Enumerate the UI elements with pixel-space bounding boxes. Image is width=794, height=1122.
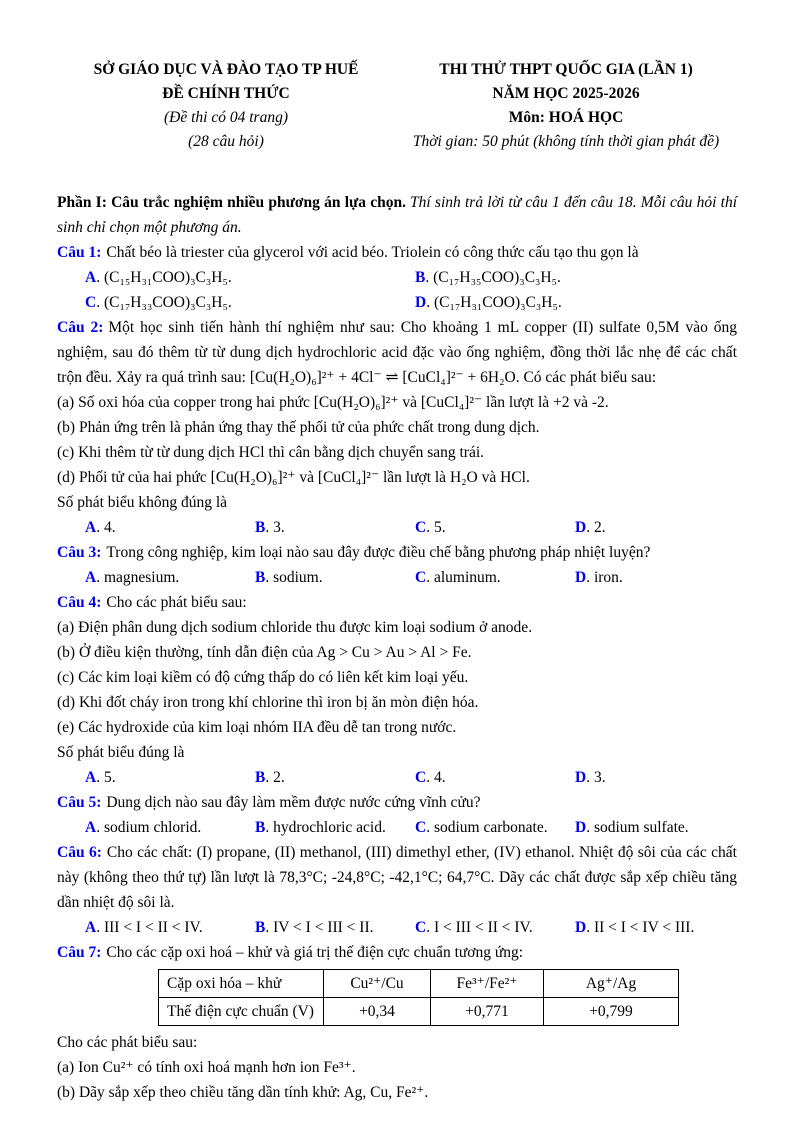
option-d-letter: D bbox=[575, 769, 587, 786]
exam-title: THI THỬ THPT QUỐC GIA (LẦN 1) bbox=[439, 61, 693, 78]
option-c bbox=[415, 515, 575, 540]
question-1 bbox=[57, 240, 737, 315]
table-cell: Cặp oxi hóa – khử bbox=[159, 970, 324, 998]
question-5 bbox=[57, 790, 737, 840]
option-d-text: . 2. bbox=[586, 519, 606, 536]
part1-title: Phần I: Câu trắc nghiệm nhiều phương án lựa chọn. bbox=[57, 194, 407, 211]
option-a bbox=[85, 565, 255, 590]
part1-instructions: Thí sinh trả lời từ câu 1 đến câu 18. Mỗi câu hỏi thí sinh chỉ chọn một phương án. bbox=[57, 194, 737, 236]
option-c bbox=[415, 765, 575, 790]
question-4 bbox=[57, 590, 737, 790]
option-c-letter: C bbox=[415, 769, 427, 786]
question-7-text: Cho các cặp oxi hoá – khử và giá trị thế điện cực chuẩn tương ứng: bbox=[106, 944, 524, 961]
option-c-text: . I < III < II < IV. bbox=[426, 919, 533, 936]
option-d-text: . 3. bbox=[586, 769, 606, 786]
option-a-letter: A bbox=[85, 269, 97, 286]
option-a bbox=[85, 815, 255, 840]
option-c-text: . 5. bbox=[426, 519, 446, 536]
question-4-statement-d: (d) Khi đốt cháy iron trong khí chlorine thì iron bị ăn mòn điện hóa. bbox=[57, 694, 479, 711]
option-b bbox=[255, 565, 415, 590]
standard-potential-table bbox=[158, 969, 679, 1026]
option-d bbox=[575, 565, 737, 590]
option-d-letter: D bbox=[575, 519, 587, 536]
question-1-text: Chất béo là triester của glycerol với acid béo. Triolein có công thức cấu tạo thu gọn là bbox=[106, 244, 639, 261]
question-6-label: Câu 6: bbox=[57, 844, 102, 861]
question-1-label: Câu 1: bbox=[57, 244, 102, 261]
option-a-letter: A bbox=[85, 569, 97, 586]
option-c bbox=[415, 815, 575, 840]
option-a bbox=[85, 765, 255, 790]
option-b bbox=[255, 915, 415, 940]
option-b-letter: B bbox=[255, 919, 266, 936]
question-5-text: Dung dịch nào sau đây làm mềm được nước cứng vĩnh cửu? bbox=[106, 794, 481, 811]
question-3-label: Câu 3: bbox=[57, 544, 102, 561]
question-4-statement-b: (b) Ở điều kiện thường, tính dẫn điện của Ag > Cu > Au > Al > Fe. bbox=[57, 644, 472, 661]
option-a-letter: A bbox=[85, 519, 97, 536]
option-b-text: . IV < I < III < II. bbox=[265, 919, 374, 936]
option-c-text: . (C₁₇H₃₃COO)₃C₃H₅. bbox=[96, 294, 232, 311]
question-4-footer: Số phát biểu đúng là bbox=[57, 744, 185, 761]
option-a-letter: A bbox=[85, 919, 97, 936]
option-a bbox=[85, 915, 255, 940]
option-b-letter: B bbox=[255, 769, 266, 786]
option-b bbox=[255, 815, 415, 840]
option-b-text: . 2. bbox=[265, 769, 285, 786]
school-year: NĂM HỌC 2025-2026 bbox=[492, 85, 640, 102]
option-d-letter: D bbox=[575, 569, 587, 586]
option-b bbox=[255, 515, 415, 540]
department-name: SỞ GIÁO DỤC VÀ ĐÀO TẠO TP HUẾ bbox=[93, 61, 359, 78]
option-d bbox=[575, 915, 737, 940]
option-c bbox=[85, 290, 415, 315]
option-c bbox=[415, 565, 575, 590]
option-b-text: . (C₁₇H₃₅COO)₃C₃H₅. bbox=[425, 269, 561, 286]
table-cell: +0,771 bbox=[431, 998, 544, 1026]
option-d-text: . sodium sulfate. bbox=[586, 819, 689, 836]
question-6-text: Cho các chất: (I) propane, (II) methanol, (III) dimethyl ether, (IV) ethanol. Nhiệt độ sôi của các chất này (không theo thứ tự) lần lượt là 78,3°C; -24,8°C; -42,1°C; 64,7°C. Dãy các chất được sắp xếp chiều tăng dần nhiệt độ sôi là. bbox=[57, 844, 737, 911]
option-d-text: . iron. bbox=[586, 569, 623, 586]
table-row bbox=[159, 998, 679, 1026]
question-2-statement-b: (b) Phản ứng trên là phản ứng thay thế phối tử của phức chất trong dung dịch. bbox=[57, 419, 540, 436]
option-c bbox=[415, 915, 575, 940]
option-b bbox=[415, 265, 737, 290]
option-c-text: . sodium carbonate. bbox=[426, 819, 548, 836]
option-b-text: . sodium. bbox=[265, 569, 323, 586]
option-b-letter: B bbox=[415, 269, 426, 286]
question-5-label: Câu 5: bbox=[57, 794, 102, 811]
option-c-letter: C bbox=[415, 519, 427, 536]
table-cell: +0,34 bbox=[324, 998, 431, 1026]
question-2-text: Một học sinh tiến hành thí nghiệm như sau: Cho khoảng 1 mL copper (II) sulfate 0,5M vào ống nghiệm, sau đó thêm từ từ dung dịch hydrochloric acid đặc vào ống nghiệm, đồng thời lắc nhẹ để các chất trộn đều. Xảy ra quá trình sau: [Cu(H₂O)₆]²⁺ + 4Cl⁻ ⇌ [CuCl₄]²⁻ + 6H₂O. Có các phát biểu sau: bbox=[57, 319, 737, 386]
question-5-options bbox=[85, 815, 737, 840]
question-2-footer: Số phát biểu không đúng là bbox=[57, 494, 228, 511]
option-d bbox=[575, 515, 737, 540]
question-2-options bbox=[85, 515, 737, 540]
question-4-statement-c: (c) Các kim loại kiềm có độ cứng thấp do có liên kết kim loại yếu. bbox=[57, 669, 469, 686]
option-d-letter: D bbox=[575, 919, 587, 936]
option-c-letter: C bbox=[415, 919, 427, 936]
page-count-note: (Đề thi có 04 trang) bbox=[164, 109, 288, 126]
question-4-text: Cho các phát biểu sau: bbox=[106, 594, 247, 611]
option-d bbox=[415, 290, 737, 315]
question-2 bbox=[57, 315, 737, 540]
option-a-text: . III < I < II < IV. bbox=[96, 919, 203, 936]
option-a-letter: A bbox=[85, 769, 97, 786]
option-d-letter: D bbox=[415, 294, 427, 311]
option-d-letter: D bbox=[575, 819, 587, 836]
option-d-text: . II < I < IV < III. bbox=[586, 919, 695, 936]
option-a-text: . (C₁₅H₃₁COO)₃C₃H₅. bbox=[96, 269, 232, 286]
exam-header bbox=[57, 58, 737, 154]
option-b-letter: B bbox=[255, 819, 266, 836]
option-c-letter: C bbox=[85, 294, 97, 311]
question-1-options bbox=[85, 265, 737, 315]
table-cell: Cu²⁺/Cu bbox=[324, 970, 431, 998]
question-7 bbox=[57, 940, 737, 1105]
option-a-text: . sodium chlorid. bbox=[96, 819, 202, 836]
question-4-label: Câu 4: bbox=[57, 594, 102, 611]
option-c-text: . 4. bbox=[426, 769, 446, 786]
subject-name: Môn: HOÁ HỌC bbox=[508, 109, 624, 126]
table-cell: Ag⁺/Ag bbox=[544, 970, 679, 998]
option-d bbox=[575, 815, 737, 840]
option-c-letter: C bbox=[415, 569, 427, 586]
question-2-statement-a: (a) Số oxi hóa của copper trong hai phức [Cu(H₂O)₆]²⁺ và [CuCl₄]²⁻ lần lượt là +2 và -2. bbox=[57, 394, 609, 411]
duration-note: Thời gian: 50 phút (không tính thời gian phát đề) bbox=[412, 133, 720, 150]
table-cell: +0,799 bbox=[544, 998, 679, 1026]
option-a-text: . 5. bbox=[96, 769, 116, 786]
question-7-statement-a: (a) Ion Cu²⁺ có tính oxi hoá mạnh hơn ion Fe³⁺. bbox=[57, 1059, 356, 1076]
question-count-note: (28 câu hỏi) bbox=[188, 133, 264, 150]
header-left bbox=[57, 58, 395, 154]
question-2-statement-c: (c) Khi thêm từ từ dung dịch HCl thì cân bằng dịch chuyển sang trái. bbox=[57, 444, 485, 461]
question-6-options bbox=[85, 915, 737, 940]
question-2-label: Câu 2: bbox=[57, 319, 104, 336]
option-b bbox=[255, 765, 415, 790]
question-2-statement-d: (d) Phối tử của hai phức [Cu(H₂O)₆]²⁺ và [CuCl₄]²⁻ lần lượt là H₂O và HCl. bbox=[57, 469, 530, 486]
question-7-statement-b: (b) Dãy sắp xếp theo chiều tăng dần tính khử: Ag, Cu, Fe²⁺. bbox=[57, 1084, 429, 1101]
question-6 bbox=[57, 840, 737, 940]
table-cell: Thế điện cực chuẩn (V) bbox=[159, 998, 324, 1026]
option-b-letter: B bbox=[255, 519, 266, 536]
option-c-text: . aluminum. bbox=[426, 569, 501, 586]
option-c-letter: C bbox=[415, 819, 427, 836]
option-b-text: . hydrochloric acid. bbox=[265, 819, 386, 836]
question-4-statement-e: (e) Các hydroxide của kim loại nhóm IIA đều dễ tan trong nước. bbox=[57, 719, 457, 736]
question-3-options bbox=[85, 565, 737, 590]
option-a bbox=[85, 265, 415, 290]
option-a-letter: A bbox=[85, 819, 97, 836]
official-exam-label: ĐỀ CHÍNH THỨC bbox=[162, 85, 290, 102]
option-a-text: . magnesium. bbox=[96, 569, 180, 586]
question-3 bbox=[57, 540, 737, 590]
part1-heading bbox=[57, 190, 737, 240]
question-4-options bbox=[85, 765, 737, 790]
option-d-text: . (C₁₇H₃₁COO)₃C₃H₅. bbox=[426, 294, 562, 311]
option-b-text: . 3. bbox=[265, 519, 285, 536]
table-row bbox=[159, 970, 679, 998]
header-right bbox=[395, 58, 737, 154]
question-7-after-table: Cho các phát biểu sau: bbox=[57, 1034, 198, 1051]
option-a bbox=[85, 515, 255, 540]
question-7-label: Câu 7: bbox=[57, 944, 102, 961]
option-b-letter: B bbox=[255, 569, 266, 586]
option-d bbox=[575, 765, 737, 790]
option-a-text: . 4. bbox=[96, 519, 116, 536]
table-cell: Fe³⁺/Fe²⁺ bbox=[431, 970, 544, 998]
question-3-text: Trong công nghiệp, kim loại nào sau đây được điều chế bằng phương pháp nhiệt luyện? bbox=[106, 544, 651, 561]
question-4-statement-a: (a) Điện phân dung dịch sodium chloride thu được kim loại sodium ở anode. bbox=[57, 619, 533, 636]
